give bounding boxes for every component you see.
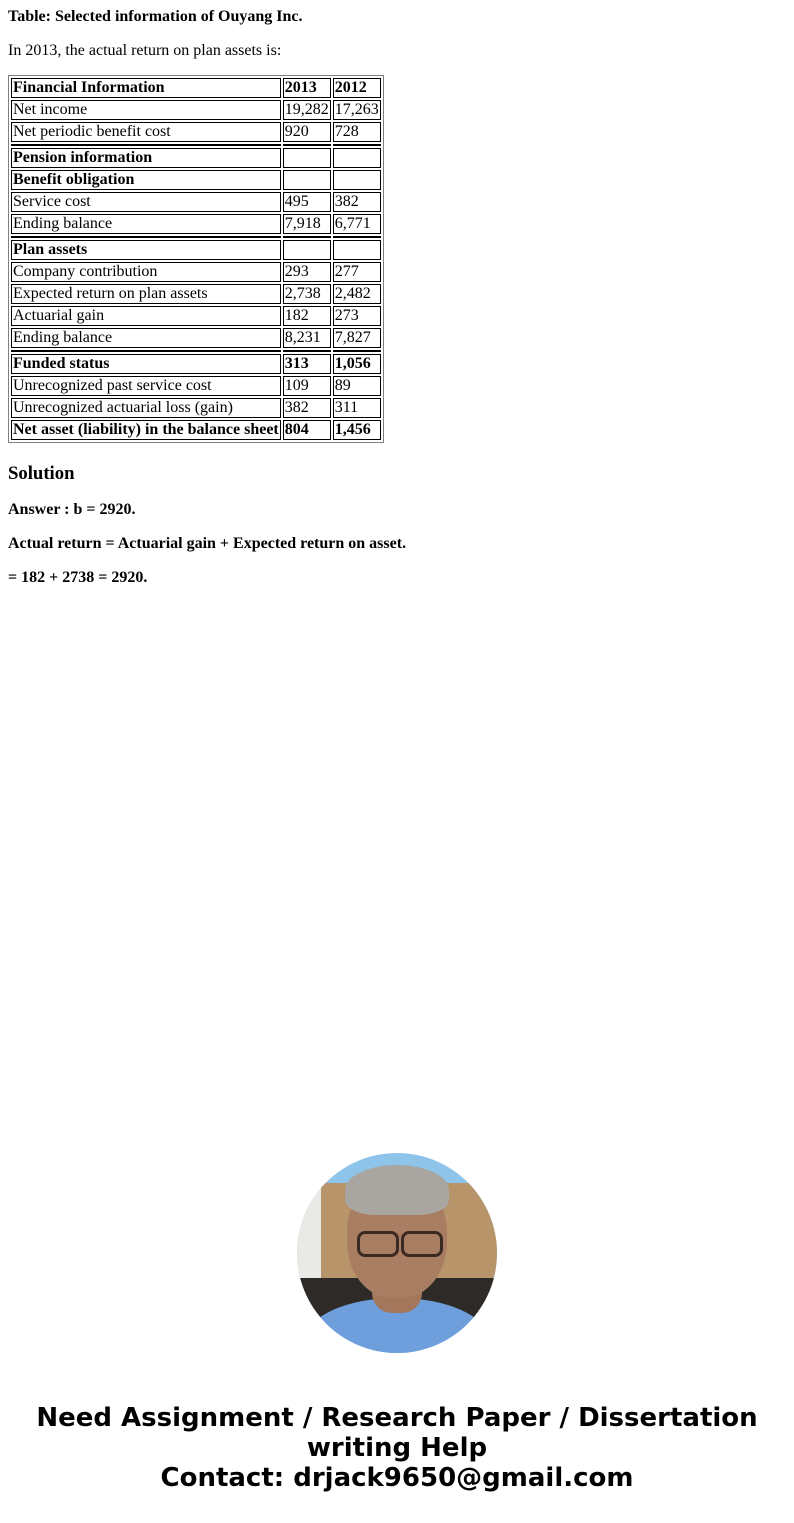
table-row — [11, 214, 381, 234]
value-2012: 7,827 — [333, 328, 381, 348]
value-2013 — [283, 240, 331, 260]
row-label: Pension information — [11, 148, 281, 168]
table-row — [11, 170, 381, 190]
row-label: Net asset (liability) in the balance sheet — [13, 421, 279, 438]
row-label: Service cost — [11, 192, 281, 212]
value-2012: 1,056 — [333, 354, 381, 374]
table-row — [11, 100, 381, 120]
section-separator — [11, 236, 381, 238]
table-row — [11, 192, 381, 212]
value-2012: 6,771 — [333, 214, 381, 234]
value-2012: 2,482 — [333, 284, 381, 304]
value-2013: 182 — [283, 306, 331, 326]
separator-cell — [283, 350, 331, 352]
banner-line-2: writing Help — [306, 1433, 488, 1463]
table-title: Table: Selected information of Ouyang Inc. — [8, 8, 303, 25]
table-row — [11, 78, 381, 98]
separator-cell — [333, 350, 381, 352]
row-label: Company contribution — [11, 262, 281, 282]
value-2012: 277 — [333, 262, 381, 282]
value-2012: 311 — [333, 398, 381, 418]
separator-cell — [333, 144, 381, 146]
table-row — [11, 240, 381, 260]
separator-cell — [11, 236, 281, 238]
value-2013: 495 — [283, 192, 331, 212]
row-label: Plan assets — [11, 240, 281, 260]
solution-heading: Solution — [8, 463, 75, 484]
value-2013: 19,282 — [284, 101, 329, 118]
value-2012 — [333, 240, 381, 260]
section-separator — [11, 350, 381, 352]
value-2012 — [333, 170, 381, 190]
row-label: Net periodic benefit cost — [11, 122, 281, 142]
value-2013: 8,231 — [283, 328, 331, 348]
row-label: Expected return on plan assets — [11, 284, 281, 304]
value-2012: 1,456 — [333, 420, 381, 440]
table-row — [11, 398, 381, 418]
financial-table — [8, 75, 384, 443]
value-2013: 382 — [283, 398, 331, 418]
value-2013 — [283, 170, 331, 190]
calculation-line: = 182 + 2738 = 2920. — [8, 569, 148, 586]
row-label: Ending balance — [11, 214, 281, 234]
value-2013: 313 — [283, 354, 331, 374]
table-row — [11, 376, 381, 396]
value-2013 — [283, 148, 331, 168]
separator-cell — [283, 144, 331, 146]
table-row — [11, 262, 381, 282]
question-text: In 2013, the actual return on plan assets is: — [8, 42, 282, 59]
row-label: Benefit obligation — [11, 170, 281, 190]
table-row — [11, 306, 381, 326]
banner-line-1: Need Assignment / Research Paper / Dissertation — [36, 1403, 758, 1433]
value-2012: 728 — [333, 122, 381, 142]
row-label: Funded status — [11, 354, 281, 374]
table-row — [11, 122, 381, 142]
table-row — [11, 148, 381, 168]
table-row — [11, 328, 381, 348]
row-label: Ending balance — [11, 328, 281, 348]
value-2013: 804 — [283, 420, 331, 440]
separator-cell — [11, 350, 281, 352]
value-2012 — [333, 148, 381, 168]
separator-cell — [283, 236, 331, 238]
value-2013: 7,918 — [283, 214, 331, 234]
value-2013: 109 — [283, 376, 331, 396]
value-2013: 2013 — [283, 78, 331, 98]
separator-cell — [333, 236, 381, 238]
row-label: Net income — [11, 100, 281, 120]
row-label: Unrecognized actuarial loss (gain) — [11, 398, 281, 418]
section-separator — [11, 144, 381, 146]
value-2013: 293 — [283, 262, 331, 282]
contact-banner — [0, 1403, 794, 1493]
table-row — [11, 354, 381, 374]
author-photo — [297, 1153, 497, 1353]
table-row — [11, 284, 381, 304]
row-label: Unrecognized past service cost — [11, 376, 281, 396]
value-2012: 2012 — [333, 78, 381, 98]
answer-line: Answer : b = 2920. — [8, 501, 136, 518]
row-label: Financial Information — [11, 78, 281, 98]
value-2012: 382 — [333, 192, 381, 212]
value-2013: 2,738 — [283, 284, 331, 304]
table-row — [11, 420, 381, 440]
row-label: Actuarial gain — [11, 306, 281, 326]
formula-line: Actual return = Actuarial gain + Expected return on asset. — [8, 535, 407, 552]
value-2012: 273 — [333, 306, 381, 326]
value-2013: 920 — [283, 122, 331, 142]
separator-cell — [11, 144, 281, 146]
value-2012: 89 — [333, 376, 381, 396]
banner-line-3: Contact: drjack9650@gmail.com — [160, 1463, 634, 1493]
value-2012: 17,263 — [334, 101, 379, 118]
